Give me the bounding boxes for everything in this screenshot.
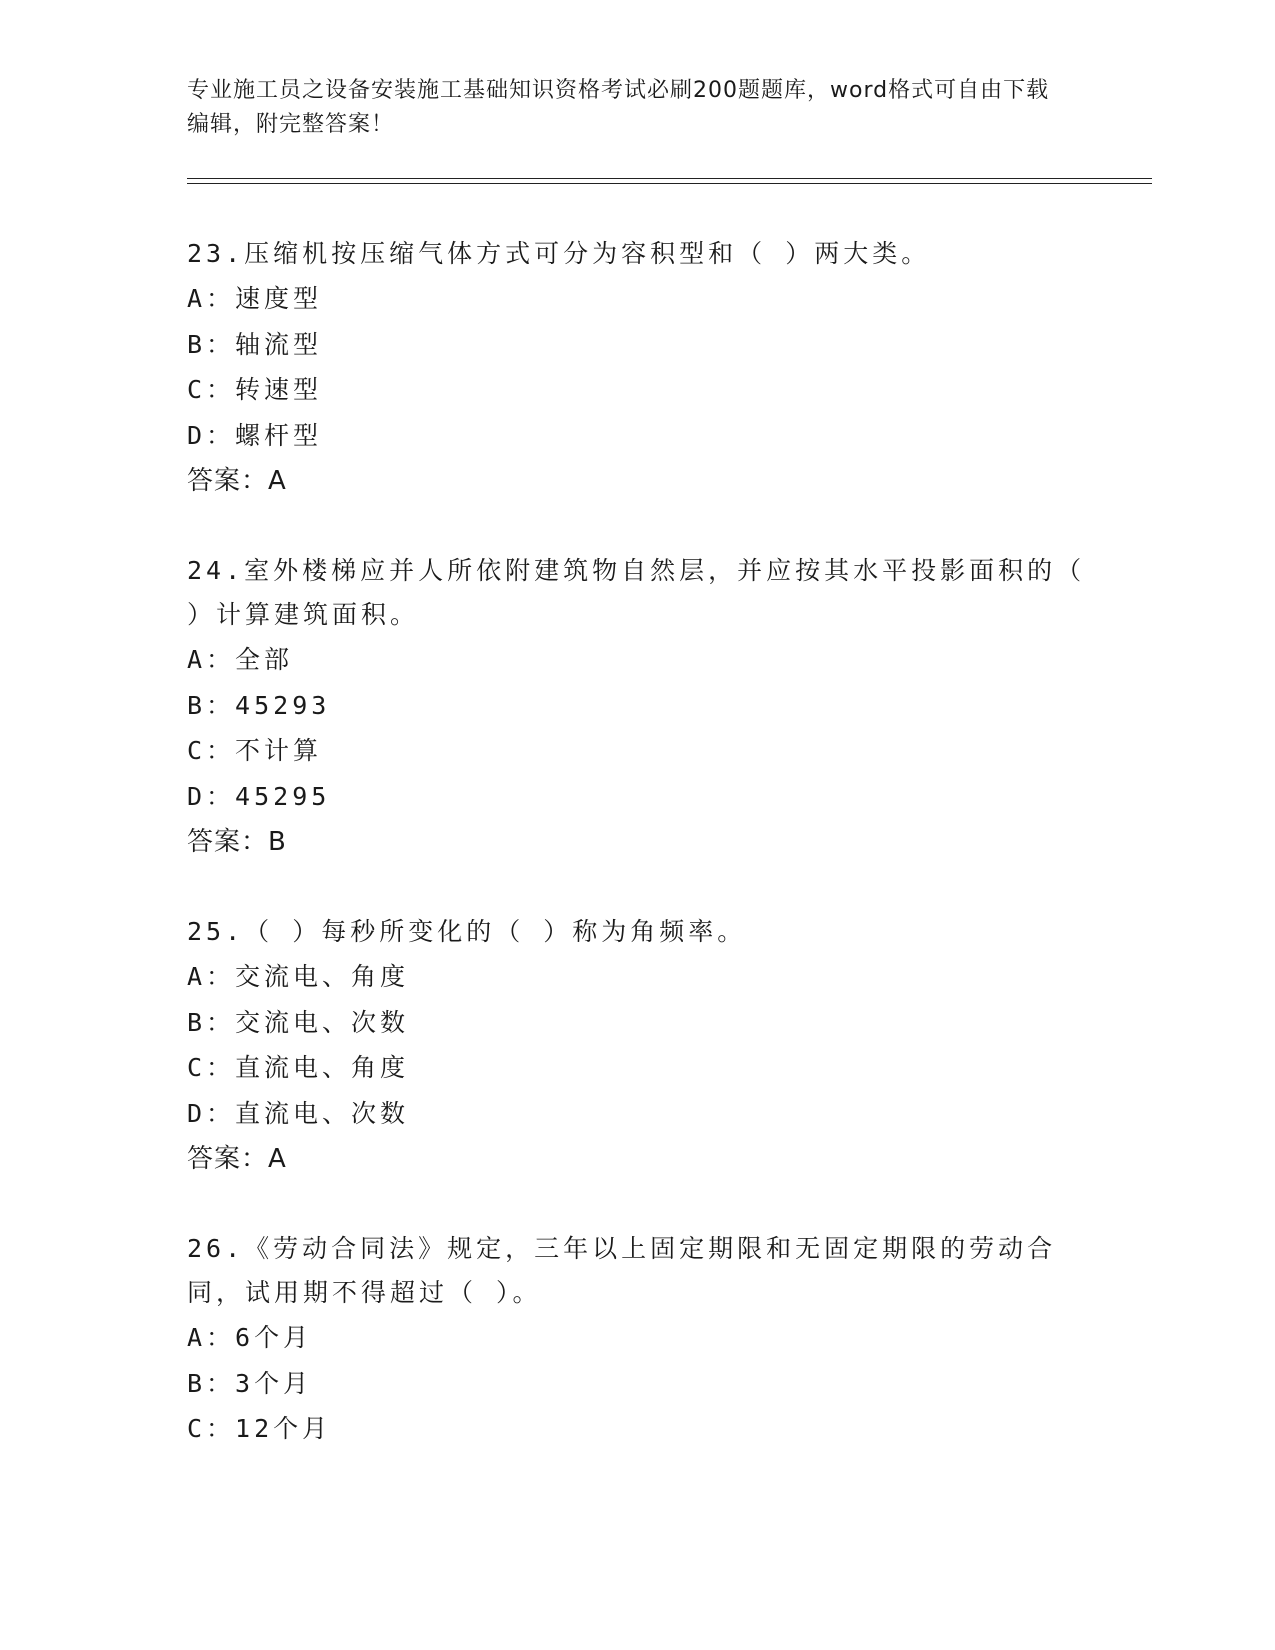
option-a: A：全部	[187, 645, 294, 674]
question-24	[187, 549, 1105, 865]
header-rule-top	[187, 178, 1152, 179]
option-a: A：速度型	[187, 284, 323, 313]
option-d: D：直流电、次数	[187, 1098, 410, 1128]
option-d: D：45295	[187, 781, 331, 811]
option-c: C：直流电、角度	[187, 1053, 410, 1082]
answer-line: 答案：A	[187, 1144, 287, 1174]
option-c: C：不计算	[187, 736, 323, 765]
option-a: A：6个月	[187, 1323, 313, 1352]
option-b: B：交流电、次数	[187, 1007, 410, 1037]
question-stem: 23.压缩机按压缩气体方式可分为容积型和（ ）两大类。	[187, 239, 931, 268]
option-c: C：12个月	[187, 1414, 332, 1443]
answer-line: 答案：B	[187, 827, 287, 857]
question-23	[187, 232, 1087, 504]
option-c: C：转速型	[187, 375, 323, 404]
option-d: D：螺杆型	[187, 420, 323, 450]
option-b: B：45293	[187, 690, 331, 720]
header-rule-bottom	[187, 183, 1152, 184]
question-stem: 25.（ ）每秒所变化的（ ）称为角频率。	[187, 917, 747, 946]
question-26	[187, 1227, 1087, 1452]
document-header-title: 专业施工员之设备安装施工基础知识资格考试必刷200题题库，word格式可自由下载编辑，附完整答案！	[187, 78, 1050, 137]
question-list	[187, 232, 1105, 1497]
answer-line: 答案：A	[187, 466, 287, 496]
option-a: A：交流电、角度	[187, 962, 410, 991]
question-stem: 26.《劳动合同法》规定，三年以上固定期限和无固定期限的劳动合同，试用期不得超过（ ）。	[187, 1234, 1057, 1307]
option-b: B：轴流型	[187, 329, 323, 359]
question-stem: 24.室外楼梯应并人所依附建筑物自然层，并应按其水平投影面积的（ ）计算建筑面积。	[187, 556, 1105, 629]
question-25	[187, 910, 1087, 1182]
option-b: B：3个月	[187, 1368, 313, 1398]
